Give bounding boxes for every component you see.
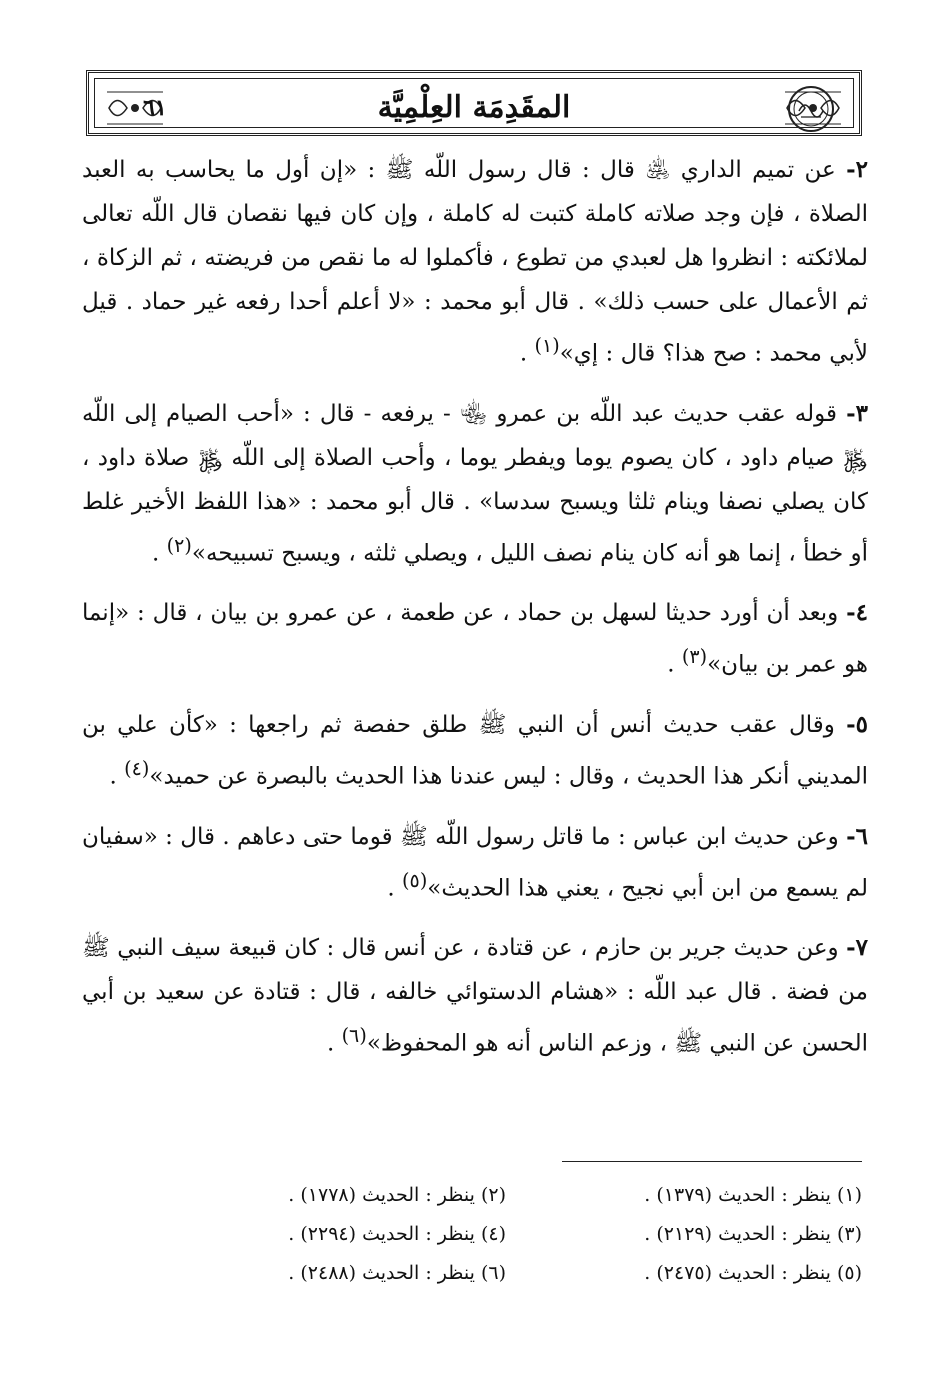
footnote-ref: (١) bbox=[534, 334, 560, 357]
entry-text: وبعد أن أورد حديثا لسهل بن حماد ، عن طعمة ، عن عمرو بن بيان ، قال : «إنما هو عمر بن بيان» bbox=[82, 600, 868, 678]
footnote-ref: (٦) bbox=[341, 1024, 367, 1048]
footnote-2: (٢) ينظر : الحديث (١٧٧٨) . bbox=[288, 1184, 506, 1206]
footnote-separator bbox=[562, 1161, 862, 1162]
footnote-ref: (٢) bbox=[166, 533, 192, 557]
footnote-row bbox=[150, 1176, 862, 1215]
main-text bbox=[82, 148, 868, 1082]
footnote-3: (٣) ينظر : الحديث (٢١٢٩) . bbox=[644, 1223, 862, 1245]
entry-text: عن تميم الداري ﵁ قال : قال رسول اللّه ﷺ : «إن أول ما يحاسب به العبد الصلاة ، فإن وجد صلاته كاملة كتبت له كاملة ، وإن كان فيها نقصان قال اللّه تعالى لملائكته : انظروا هل لعبدي من تطوع ، فأكملوا له ما نقص من فريضته ، ثم الزكاة ، ثم الأعمال على حسب ذلك» . قال أبو محمد : «لا أعلم أحدا رفعه غير حماد . قيل لأبي محمد : صح هذا؟ قال : إي» bbox=[82, 157, 868, 367]
book-seal-icon bbox=[785, 83, 837, 135]
entry-3: ٣- قوله عقب حديث عبد اللّه بن عمرو ﵄ - يرفعه - قال : «أحب الصيام إلى اللّه ﷿ صيام داود ، كان يصوم يوما ويفطر يوما ، وأحب الصلاة إلى اللّه ﷿ صلاة داود ، كان يصلي نصفا وينام ثلثا ويسبح سدسا» . قال أبو محمد : «هذا اللفظ الأخير غلط أو خطأ ، إنما هو أنه كان ينام نصف الليل ، ويصلي ثلثه ، ويسبح تسبيحه»$^{(٢)}$ . bbox=[82, 399, 868, 567]
entry-number: ٥- bbox=[846, 710, 868, 738]
entry-number: ٧- bbox=[846, 934, 868, 962]
entry-text: قوله عقب حديث عبد اللّه بن عمرو ﵄ - يرفعه - قال : «أحب الصيام إلى اللّه ﷿ صيام داود ، كان يصوم يوما ويفطر يوما ، وأحب الصلاة إلى اللّه ﷿ صلاة داود ، كان يصلي نصفا وينام ثلثا ويسبح سدسا» . قال أبو محمد : «هذا اللفظ الأخير غلط أو خطأ ، إنما هو أنه كان ينام نصف الليل ، ويصلي ثلثه ، ويسبح تسبيحه» bbox=[82, 400, 868, 567]
footnote-5: (٥) ينظر : الحديث (٢٤٧٥) . bbox=[644, 1262, 862, 1284]
entry-text: وقال عقب حديث أنس أن النبي ﷺ طلق حفصة ثم راجعها : «كأن علي بن المديني أنكر هذا الحديث ، وقال : ليس عندنا هذا الحديث بالبصرة عن حميد» bbox=[82, 711, 868, 790]
entry-number: ٦- bbox=[846, 822, 869, 850]
footnote-1: (١) ينظر : الحديث (١٣٧٩) . bbox=[644, 1184, 862, 1206]
page-number: ٦١ bbox=[143, 95, 167, 121]
footnote-ref: (٥) bbox=[402, 868, 428, 892]
entry-number: ٣- bbox=[846, 399, 868, 427]
entry-text: وعن حديث ابن عباس : ما قاتل رسول اللّه ﷺ قوما حتى دعاهم . قال : «سفيان لم يسمع من ابن أبي نجيح ، يعني هذا الحديث» bbox=[82, 823, 868, 902]
page-header bbox=[86, 70, 862, 136]
page-title: المقَدِمَة العِلْمِيَّة bbox=[377, 90, 571, 125]
footnote-ref: (٣) bbox=[681, 645, 708, 669]
header-frame bbox=[94, 78, 854, 128]
entry-text: وعن حديث جرير بن حازم ، عن قتادة ، عن أنس قال : كان قبيعة سيف النبي ﷺ من فضة . قال عبد اللّه : «هشام الدستوائي خالفه ، قال : قتادة عن سعيد بن أبي الحسن عن النبي ﷺ ، وزعم الناس أنه هو المحفوظ» bbox=[82, 935, 868, 1057]
entry-number: ٤- bbox=[846, 599, 869, 627]
entry-7: ٧- وعن حديث جرير بن حازم ، عن قتادة ، عن أنس قال : كان قبيعة سيف النبي ﷺ من فضة . قال عبد اللّه : «هشام الدستوائي خالفه ، قال : قتادة عن سعيد بن أبي الحسن عن النبي ﷺ ، وزعم الناس أنه هو المحفوظ»$^{(٦)}$ . bbox=[82, 934, 868, 1057]
footnote-6: (٦) ينظر : الحديث (٢٤٨٨) . bbox=[288, 1262, 506, 1284]
entry-5: ٥- وقال عقب حديث أنس أن النبي ﷺ طلق حفصة ثم راجعها : «كأن علي بن المديني أنكر هذا الحديث ، وقال : ليس عندنا هذا الحديث بالبصرة عن حميد»$^{(٤)}$ . bbox=[82, 710, 868, 790]
entry-4: ٤- وبعد أن أورد حديثا لسهل بن حماد ، عن طعمة ، عن عمرو بن بيان ، قال : «إنما هو عمر بن بيان»$^{(٣)}$ . bbox=[82, 599, 869, 678]
entry-2: ٢- عن تميم الداري ﵁ قال : قال رسول اللّه ﷺ : «إن أول ما يحاسب به العبد الصلاة ، فإن وجد صلاته كاملة كتبت له كاملة ، وإن كان فيها نقصان قال اللّه تعالى لملائكته : انظروا هل لعبدي من تطوع ، فأكملوا له ما نقص من فريضته ، ثم الزكاة ، ثم الأعمال على حسب ذلك» . قال أبو محمد : «لا أعلم أحدا رفعه غير حماد . قيل لأبي محمد : صح هذا؟ قال : إي»$^{(١)}$ . bbox=[82, 156, 869, 367]
footnote-ref: (٤) bbox=[124, 756, 150, 780]
entry-6: ٦- وعن حديث ابن عباس : ما قاتل رسول اللّه ﷺ قوما حتى دعاهم . قال : «سفيان لم يسمع من ابن أبي نجيح ، يعني هذا الحديث»$^{(٥)}$ . bbox=[82, 822, 869, 902]
entry-number: ٢- bbox=[846, 156, 869, 183]
footnote-4: (٤) ينظر : الحديث (٢٢٩٤) . bbox=[288, 1223, 506, 1245]
footnote-row bbox=[150, 1215, 862, 1254]
footnote-row bbox=[150, 1254, 862, 1293]
footnotes bbox=[150, 1176, 862, 1293]
